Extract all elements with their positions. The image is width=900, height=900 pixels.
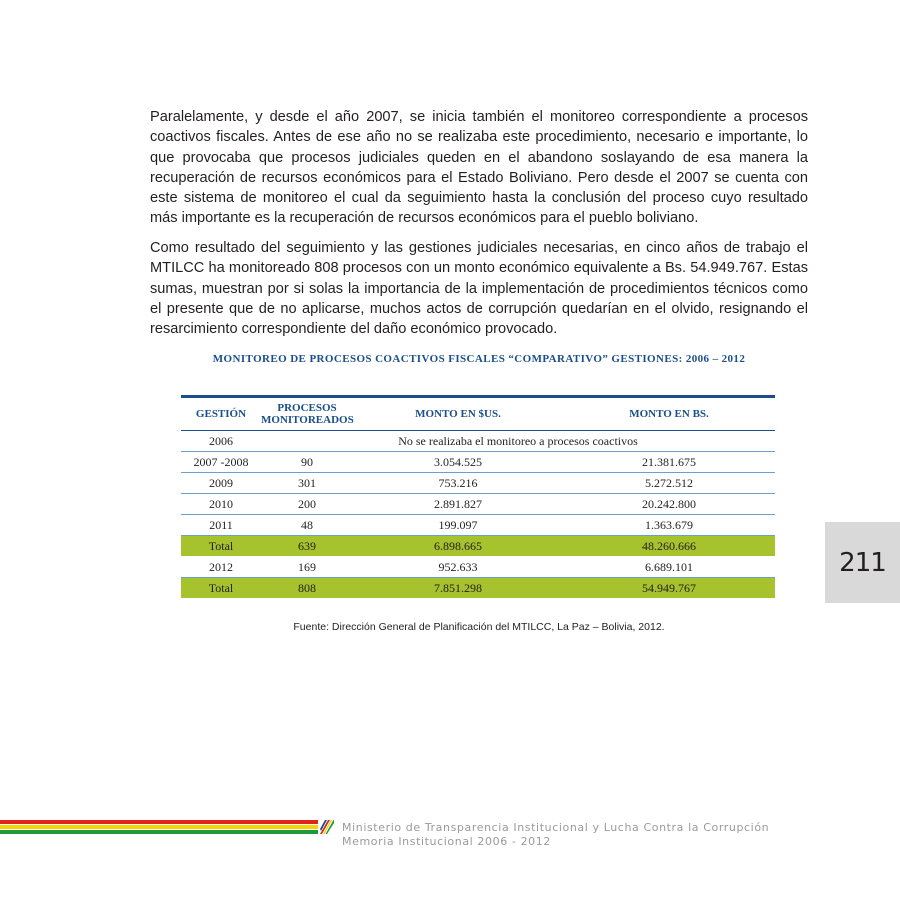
cell-procesos: 200: [261, 494, 353, 515]
cell-procesos: 808: [261, 578, 353, 599]
ministry-logo-icon: [320, 820, 334, 834]
cell-total-label: Total: [181, 536, 261, 557]
cell-monto-bs: 6.689.101: [563, 557, 775, 578]
flag-yellow-stripe: [0, 825, 318, 829]
cell-procesos: 639: [261, 536, 353, 557]
cell-year: 2009: [181, 473, 261, 494]
cell-procesos: 301: [261, 473, 353, 494]
table-row: [181, 473, 775, 494]
cell-monto-bs: 20.242.800: [563, 494, 775, 515]
table-row: [181, 557, 775, 578]
cell-procesos: 90: [261, 452, 353, 473]
table-source-note: Fuente: Dirección General de Planificación del MTILCC, La Paz – Bolivia, 2012.: [293, 621, 665, 633]
table-total-row: [181, 536, 775, 557]
cell-procesos: 169: [261, 557, 353, 578]
cell-procesos: 48: [261, 515, 353, 536]
cell-monto-usd: 199.097: [353, 515, 563, 536]
cell-monto-usd: 952.633: [353, 557, 563, 578]
cell-monto-bs: 21.381.675: [563, 452, 775, 473]
table-row: [181, 494, 775, 515]
bolivian-flag-stripe: [0, 820, 318, 833]
header-monto-usd: MONTO EN $US.: [353, 398, 563, 431]
cell-year: 2010: [181, 494, 261, 515]
paragraph-2: Como resultado del seguimiento y las gestiones judiciales necesarias, en cinco años de trabajo el MTILCC ha monitoreado 808 procesos con un monto económico equivalente a Bs. 54.949.767. Estas sumas, muestran por si solas la importancia de la implementación de procedimientos técnicos como el presente que de no aplicarse, muchos actos de corrupción quedarían en el olvido, resignando el resarcimiento correspondiente del daño económico provocado.: [150, 240, 808, 338]
page-number: 211: [839, 547, 886, 578]
cell-monto-usd: 6.898.665: [353, 536, 563, 557]
table-row: [181, 515, 775, 536]
footer-publication-name: Memoria Institucional 2006 - 2012: [342, 835, 551, 848]
cell-monto-bs: 54.949.767: [563, 578, 775, 599]
cell-year: 2011: [181, 515, 261, 536]
cell-monto-usd: 2.891.827: [353, 494, 563, 515]
cell-monto-bs: 5.272.512: [563, 473, 775, 494]
table-header-row: [181, 398, 775, 431]
data-table-container: [181, 395, 775, 599]
table-row: [181, 431, 775, 452]
footer-ministry-name: Ministerio de Transparencia Institucional y Lucha Contra la Corrupción: [342, 821, 770, 834]
table-row: [181, 452, 775, 473]
header-gestion: GESTIÓN: [181, 398, 261, 431]
cell-monto-usd: 7.851.298: [353, 578, 563, 599]
table-title: MONITOREO DE PROCESOS COACTIVOS FISCALES “COMPARATIVO” GESTIONES: 2006 – 2012: [212, 353, 746, 365]
footer: [342, 821, 769, 849]
flag-red-stripe: [0, 820, 318, 824]
cell-monto-usd: 753.216: [353, 473, 563, 494]
cell-monto-bs: 48.260.666: [563, 536, 775, 557]
cell-year: 2006: [181, 431, 261, 452]
paragraph-1: Paralelamente, y desde el año 2007, se inicia también el monitoreo correspondiente a procesos coactivos fiscales. Antes de ese año no se realizaba este procedimiento, necesario e importante, lo que provocaba que procesos judiciales queden en el abandono soslayando de esa manera la recuperación de recursos económicos para el Estado Boliviano. Pero desde el 2007 se cuenta con este sistema de monitoreo el cual da seguimiento hasta la conclusión del proceso cuyo resultado más importante es la recuperación de recursos económicos para el pueblo boliviano.: [150, 109, 808, 227]
cell-year: 2012: [181, 557, 261, 578]
cell-monto-usd: 3.054.525: [353, 452, 563, 473]
page-number-tab: [825, 522, 900, 603]
header-monto-bs: MONTO EN BS.: [563, 398, 775, 431]
cell-year: 2007 -2008: [181, 452, 261, 473]
table-total-row: [181, 578, 775, 599]
cell-total-label: Total: [181, 578, 261, 599]
header-procesos: PROCESOS MONITOREADOS: [261, 398, 353, 431]
data-table: [181, 398, 775, 599]
flag-green-stripe: [0, 830, 318, 834]
cell-note: No se realizaba el monitoreo a procesos coactivos: [261, 431, 775, 452]
cell-monto-bs: 1.363.679: [563, 515, 775, 536]
